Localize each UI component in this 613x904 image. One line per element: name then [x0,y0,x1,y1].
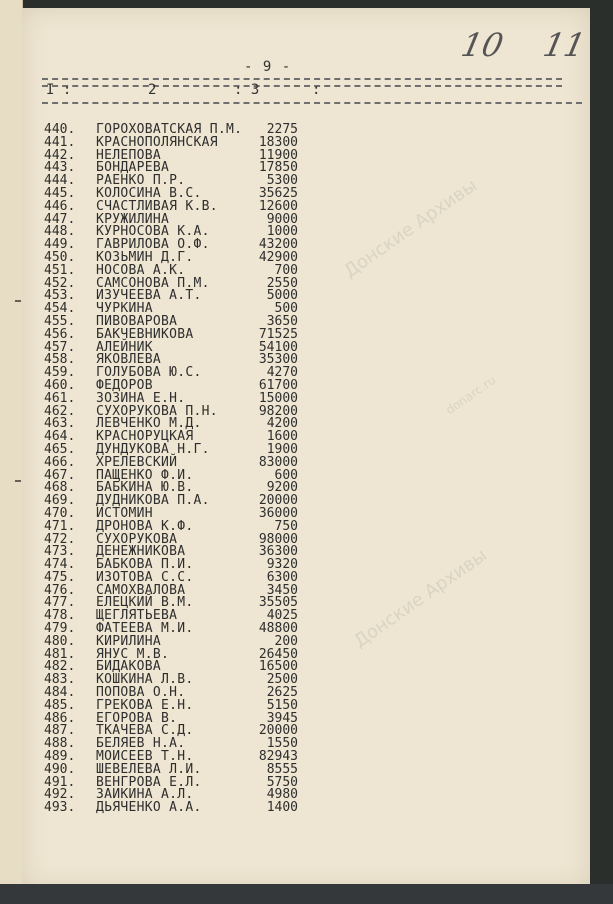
amount: 2550 [266,275,298,291]
table-row [40,264,340,277]
row-number: 455. [44,313,76,329]
row-number: 469. [44,493,76,509]
table-row [40,328,340,341]
person-name: БАБКОВА П.И. [96,557,194,573]
person-name: ДУДНИКОВА П.А. [96,493,210,509]
person-name: ШЕВЕЛЕВА Л.И. [96,761,202,777]
person-name: ЕЛЕЦКИЙ В.М. [96,595,194,611]
row-number: 449. [44,237,76,253]
document-page [22,8,590,888]
amount: 98200 [258,403,298,419]
person-name: АЛЕЙНИК [96,339,153,355]
table-row [40,507,340,520]
amount: 2500 [266,672,298,688]
divider [42,85,562,87]
handwritten-number: 10 [457,26,507,64]
amount: 43200 [258,237,298,253]
amount: 3650 [266,313,298,329]
row-number: 483. [44,672,76,688]
amount: 11900 [258,147,298,163]
row-number: 485. [44,697,76,713]
amount: 82943 [258,749,298,765]
amount: 700 [274,262,298,278]
person-name: ИЗОТОВА С.С. [96,569,194,585]
amount: 61700 [258,377,298,393]
row-number: 459. [44,365,76,381]
person-name: САМОХВАЛОВА [96,582,186,598]
table-row [40,622,340,635]
row-number: 475. [44,569,76,585]
amount: 500 [274,301,298,317]
person-name: ЗАИКИНА А.Л. [96,787,194,803]
row-number: 464. [44,429,76,445]
table-row [40,750,340,763]
person-name: САМСОНОВА П.М. [96,275,210,291]
table-row [40,443,340,456]
person-name: ЯНУС М.В. [96,646,170,662]
row-number: 453. [44,288,76,304]
scan-background [0,884,613,904]
table-row [40,763,340,776]
amount: 98000 [258,531,298,547]
divider [42,102,582,104]
column-header: : 3 [234,82,260,98]
table-row [40,494,340,507]
watermark-url: donarc.ru [443,372,499,418]
row-number: 492. [44,787,76,803]
table-row [40,520,340,533]
amount: 48800 [258,621,298,637]
row-number: 467. [44,467,76,483]
amount: 12600 [258,198,298,214]
amount: 1000 [266,224,298,240]
column-header: 2 [148,82,157,98]
amount: 26450 [258,646,298,662]
row-number: 468. [44,480,76,496]
person-name: ГАВРИЛОВА О.Ф. [96,237,210,253]
amount: 71525 [258,326,298,342]
row-number: 490. [44,761,76,777]
amount: 1550 [266,736,298,752]
table-row [40,801,340,814]
amount: 4270 [266,365,298,381]
person-name: ЕГОРОВА В. [96,710,178,726]
table-row [40,200,340,213]
row-number: 487. [44,723,76,739]
row-number: 461. [44,390,76,406]
row-number: 465. [44,441,76,457]
row-number: 452. [44,275,76,291]
table-row [40,635,340,648]
record-list [40,123,340,814]
amount: 1400 [266,800,298,816]
row-number: 471. [44,518,76,534]
row-number: 463. [44,416,76,432]
row-number: 445. [44,185,76,201]
row-number: 482. [44,659,76,675]
person-name: ПОПОВА О.Н. [96,685,186,701]
person-name: БОНДАРЕВА [96,160,170,176]
row-number: 448. [44,224,76,240]
binding-mark [15,300,21,302]
person-name: КИРИЛИНА [96,633,162,649]
person-name: ПАЩЕНКО Ф.И. [96,467,194,483]
table-row [40,456,340,469]
row-number: 474. [44,557,76,573]
amount: 54100 [258,339,298,355]
amount: 35505 [258,595,298,611]
table-row [40,699,340,712]
amount: 3450 [266,582,298,598]
table-row [40,251,340,264]
handwritten-number: 11 [539,26,589,64]
row-number: 479. [44,621,76,637]
amount: 35300 [258,352,298,368]
divider [42,78,562,80]
column-header: : [312,82,321,98]
row-number: 480. [44,633,76,649]
person-name: ПИВОВАРОВА [96,313,178,329]
person-name: КРУЖИЛИНА [96,211,170,227]
row-number: 454. [44,301,76,317]
person-name: ДРОНОВА К.Ф. [96,518,194,534]
person-name: ИЗУЧЕЕВА А.Т. [96,288,202,304]
row-number: 443. [44,160,76,176]
person-name: ЧУРКИНА [96,301,153,317]
amount: 9200 [266,480,298,496]
amount: 36300 [258,544,298,560]
amount: 5150 [266,697,298,713]
person-name: СУХОРУКОВА П.Н. [96,403,218,419]
amount: 4200 [266,416,298,432]
person-name: ФЕДОРОВ [96,377,153,393]
person-name: МОИСЕЕВ Т.Н. [96,749,194,765]
person-name: КУРНОСОВА К.А. [96,224,210,240]
person-name: ДЕНЕЖНИКОВА [96,544,186,560]
amount: 2275 [266,122,298,137]
amount: 4980 [266,787,298,803]
person-name: ГОЛУБОВА Ю.С. [96,365,202,381]
amount: 1600 [266,429,298,445]
person-name: ТКАЧЕВА С.Д. [96,723,194,739]
amount: 4025 [266,608,298,624]
row-number: 451. [44,262,76,278]
person-name: КРАСНОПОЛЯНСКАЯ [96,134,218,150]
row-number: 488. [44,736,76,752]
amount: 20000 [258,493,298,509]
row-number: 447. [44,211,76,227]
table-row [40,136,340,149]
amount: 200 [274,633,298,649]
amount: 2625 [266,685,298,701]
table-row [40,558,340,571]
row-number: 470. [44,505,76,521]
row-number: 477. [44,595,76,611]
row-number: 458. [44,352,76,368]
amount: 42900 [258,249,298,265]
row-number: 456. [44,326,76,342]
row-number: 489. [44,749,76,765]
table-row [40,315,340,328]
person-name: БИДАКОВА [96,659,162,675]
table-row [40,571,340,584]
binding-mark [15,480,21,482]
person-name: КОЛОСИНА В.С. [96,185,202,201]
row-number: 481. [44,646,76,662]
person-name: НЕЛЕПОВА [96,147,162,163]
person-name: ЯКОВЛЕВА [96,352,162,368]
column-header: I : [46,82,72,98]
person-name: ФАТЕЕВА М.И. [96,621,194,637]
row-number: 462. [44,403,76,419]
amount: 83000 [258,454,298,470]
row-number: 442. [44,147,76,163]
row-number: 446. [44,198,76,214]
person-name: СЧАСТЛИВАЯ К.В. [96,198,218,214]
row-number: 484. [44,685,76,701]
page-number: - 9 - [244,59,292,75]
row-number: 440. [44,122,76,137]
table-row [40,187,340,200]
person-name: ЛЕВЧЕНКО М.Д. [96,416,202,432]
amount: 9320 [266,557,298,573]
amount: 8555 [266,761,298,777]
person-name: БАБКИНА Ю.В. [96,480,194,496]
person-name: РАЕНКО П.Р. [96,173,186,189]
amount: 5000 [266,288,298,304]
person-name: НОСОВА А.К. [96,262,186,278]
person-name: КОШКИНА Л.В. [96,672,194,688]
person-name: БЕЛЯЕВ Н.А. [96,736,186,752]
amount: 9000 [266,211,298,227]
table-row [40,686,340,699]
person-name: БАКЧЕВНИКОВА [96,326,194,342]
amount: 1900 [266,441,298,457]
amount: 5300 [266,173,298,189]
person-name: СУХОРУКОВА [96,531,178,547]
row-number: 441. [44,134,76,150]
person-name: ГОРОХОВАТСКАЯ П.М. [96,122,243,137]
table-row [40,123,340,136]
person-name: КРАСНОРУЦКАЯ [96,429,194,445]
person-name: ДЬЯЧЕНКО А.А. [96,800,202,816]
row-number: 478. [44,608,76,624]
amount: 16500 [258,659,298,675]
row-number: 466. [44,454,76,470]
person-name: ХРЕЛЕВСКИЙ [96,454,178,470]
row-number: 457. [44,339,76,355]
person-name: ЩЕГЛЯТЬЕВА [96,608,178,624]
amount: 35625 [258,185,298,201]
row-number: 491. [44,774,76,790]
table-row [40,392,340,405]
watermark: Донские Архивы [350,544,491,653]
amount: 17850 [258,160,298,176]
row-number: 450. [44,249,76,265]
row-number: 460. [44,377,76,393]
row-number: 473. [44,544,76,560]
amount: 3945 [266,710,298,726]
amount: 18300 [258,134,298,150]
amount: 15000 [258,390,298,406]
row-number: 472. [44,531,76,547]
row-number: 476. [44,582,76,598]
amount: 750 [274,518,298,534]
person-name: ДУНДУКОВА Н.Г. [96,441,210,457]
person-name: ГРЕКОВА Е.Н. [96,697,194,713]
amount: 600 [274,467,298,483]
table-row [40,379,340,392]
amount: 5750 [266,774,298,790]
watermark: Донские Архивы [340,174,481,283]
person-name: ВЕНГРОВА Е.Л. [96,774,202,790]
table-row [40,430,340,443]
amount: 6300 [266,569,298,585]
row-number: 444. [44,173,76,189]
person-name: КОЗЬМИН Д.Г. [96,249,194,265]
person-name: ИСТОМИН [96,505,153,521]
amount: 36000 [258,505,298,521]
person-name: ЗОЗИНА Е.Н. [96,390,186,406]
row-number: 486. [44,710,76,726]
row-number: 493. [44,800,76,816]
left-page-edge [0,0,23,904]
amount: 20000 [258,723,298,739]
